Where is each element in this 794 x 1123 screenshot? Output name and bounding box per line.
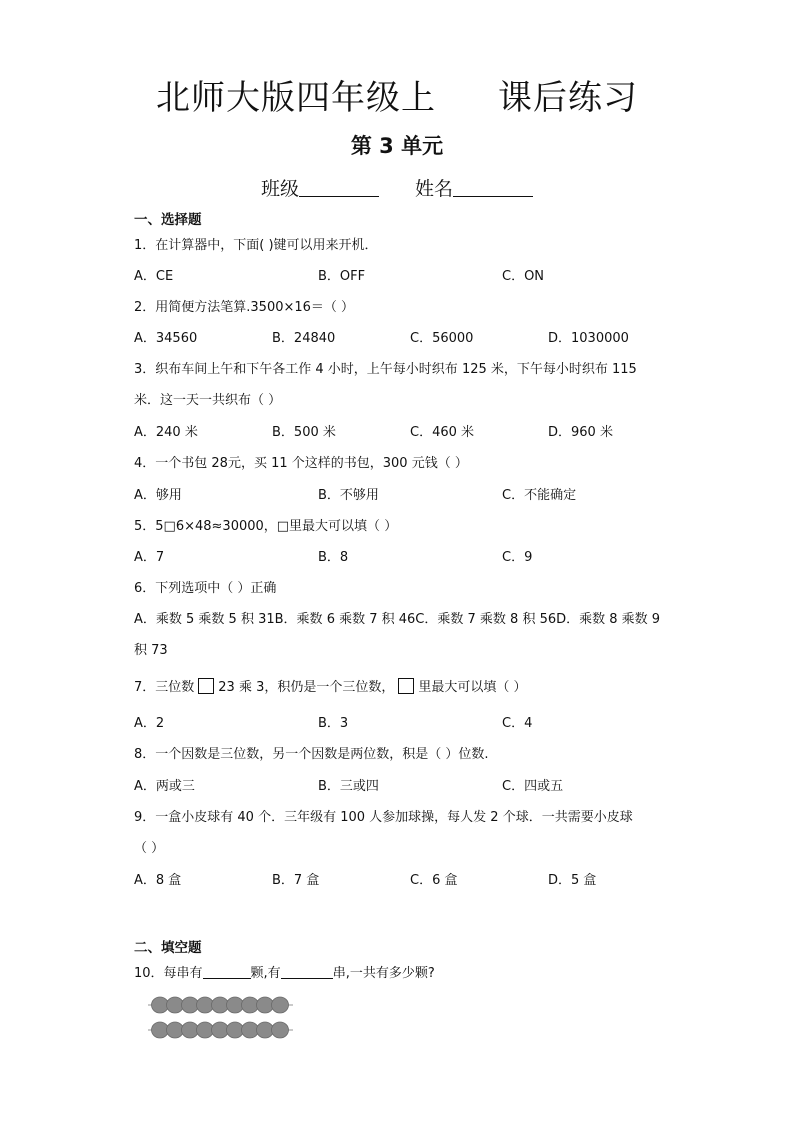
q7-part1: 7．三位数 — [134, 680, 195, 695]
question-10 — [134, 962, 435, 981]
q8-option-c: C．四或五 — [502, 779, 564, 794]
q3-option-a: A．240 米 — [134, 425, 198, 440]
q2-option-c: C．56000 — [410, 331, 474, 346]
title-left: 北师大版四年级上 — [156, 78, 436, 118]
q6-options-line1: A．乘数 5 乘数 5 积 31B．乘数 6 乘数 7 积 46C．乘数 7 乘数 8 积 56D．乘数 8 乘数 9 — [134, 612, 661, 627]
q9-option-a: A．8 盒 — [134, 873, 182, 888]
q3-option-d: D．960 米 — [548, 425, 613, 440]
question-3-line1: 3．织布车间上午和下午各工作 4 小时，上午每小时织布 125 米，下午每小时织布 115 — [134, 362, 637, 377]
q2-option-b: B．24840 — [272, 331, 336, 346]
q9-option-d: D．5 盒 — [548, 873, 597, 888]
class-label: 班级 — [260, 178, 299, 200]
title-right: 课后练习 — [498, 78, 638, 118]
q2-option-a: A．34560 — [134, 331, 198, 346]
q5-option-b: B．8 — [318, 550, 349, 565]
name-blank — [453, 178, 533, 197]
question-3-line2: 米．这一天一共织布（ ） — [134, 393, 282, 408]
name-label: 姓名 — [415, 178, 454, 200]
question-5: 5．5□6×48≈30000，□里最大可以填（ ） — [134, 519, 398, 534]
question-6: 6．下列选项中（ ）正确 — [134, 581, 277, 596]
question-9-line2: （ ） — [134, 841, 165, 856]
question-2: 2．用简便方法笔算.3500×16＝（ ） — [134, 300, 355, 315]
q4-option-a: A．够用 — [134, 488, 182, 503]
page-title — [0, 70, 794, 119]
q10-part3: 串,一共有多少颗? — [332, 966, 435, 981]
fill-blank — [281, 965, 333, 979]
q7-option-c: C．4 — [502, 716, 533, 731]
q1-option-c: C．ON — [502, 269, 545, 284]
bead-string-1 — [148, 995, 293, 1015]
question-4: 4．一个书包 28元，买 11 个这样的书包，300 元钱（ ） — [134, 456, 468, 471]
q3-option-b: B．500 米 — [272, 425, 336, 440]
q10-part2: 颗,有 — [250, 966, 281, 981]
q8-option-a: A．两或三 — [134, 779, 195, 794]
q7-part2: 23 乘 3，积仍是一个三位数， — [218, 680, 395, 695]
class-name-line — [0, 174, 794, 201]
q8-option-b: B．三或四 — [318, 779, 379, 794]
q9-option-c: C．6 盒 — [410, 873, 458, 888]
bead-string-2 — [148, 1020, 293, 1040]
q6-options-line2: 积 73 — [134, 643, 168, 658]
q2-option-d: D．1030000 — [548, 331, 629, 346]
q4-option-c: C．不能确定 — [502, 488, 577, 503]
q9-option-b: B．7 盒 — [272, 873, 320, 888]
q7-part3: 里最大可以填（ ） — [418, 680, 527, 695]
question-7 — [134, 676, 527, 695]
section-heading-fill: 二、填空题 — [134, 940, 202, 956]
blank-square — [198, 678, 214, 694]
question-8: 8．一个因数是三位数，另一个因数是两位数，积是（ ）位数. — [134, 747, 489, 762]
q1-option-b: B．OFF — [318, 269, 366, 284]
q7-option-a: A．2 — [134, 716, 165, 731]
section-heading-choice: 一、选择题 — [134, 212, 202, 228]
q4-option-b: B．不够用 — [318, 488, 379, 503]
fill-blank — [203, 965, 251, 979]
question-1: 1．在计算器中，下面( )键可以用来开机． — [134, 238, 378, 253]
q3-option-c: C．460 米 — [410, 425, 475, 440]
q10-part1: 10．每串有 — [134, 966, 203, 981]
unit-subtitle: 第 3 单元 — [350, 134, 444, 158]
q7-option-b: B．3 — [318, 716, 349, 731]
q5-option-c: C．9 — [502, 550, 533, 565]
question-9-line1: 9．一盒小皮球有 40 个．三年级有 100 人参加球操，每人发 2 个球．一共需要小皮球 — [134, 810, 633, 825]
class-blank — [299, 178, 379, 197]
q5-option-a: A．7 — [134, 550, 165, 565]
q1-option-a: A．CE — [134, 269, 174, 284]
blank-square — [398, 678, 414, 694]
